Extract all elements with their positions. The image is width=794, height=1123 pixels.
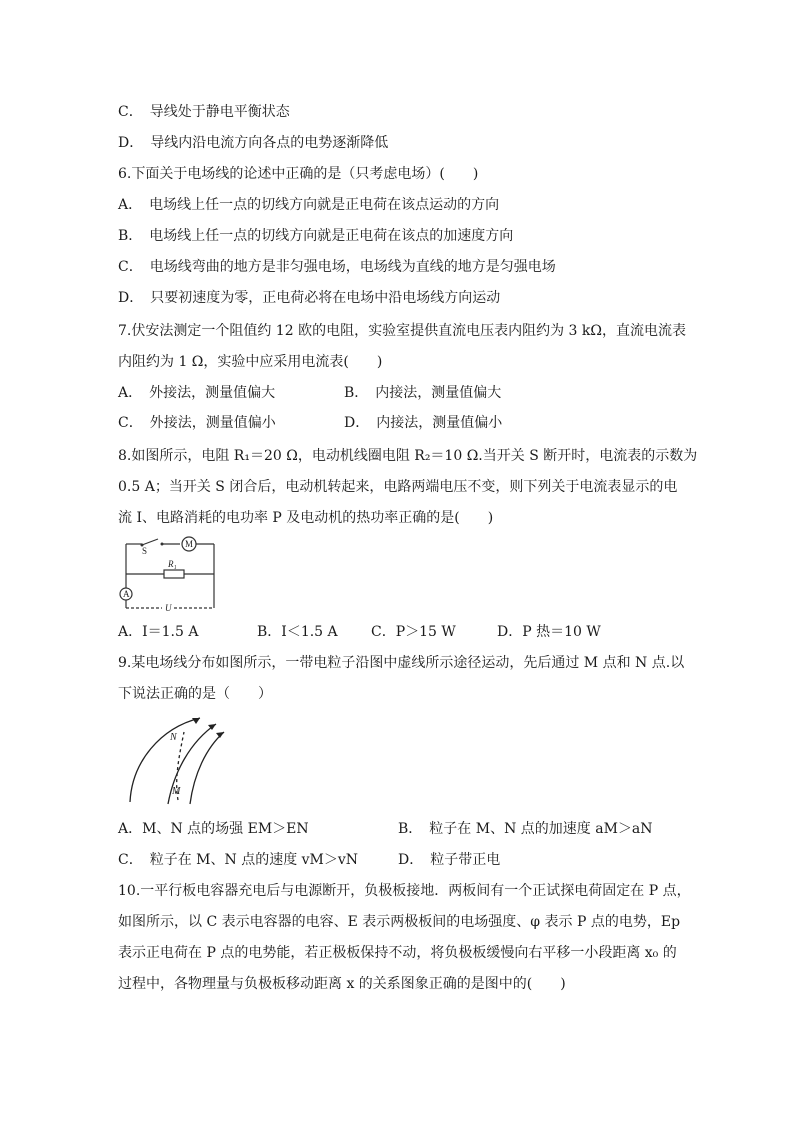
switch-label: S [142,546,148,556]
field-line-left [130,718,200,802]
q6-option-d: D． 只要初速度为零，正电荷必将在电场中沿电场线方向运动 [118,290,501,306]
q10-stem-line2: 如图所示，以 C 表示电容器的电容、E 表示两极板间的电场强度、φ 表示 P 点的电势，Ep [118,914,681,930]
q6-option-c: C． 电场线弯曲的地方是非匀强电场，电场线为直线的地方是匀强电场 [118,259,556,275]
q8-stem-line3: 流 I、电路消耗的电功率 P 及电动机的热功率正确的是( ) [118,510,494,526]
q6-option-a: A． 电场线上任一点的切线方向就是正电荷在该点运动的方向 [118,197,500,213]
q7-option-d: D． 内接法，测量值偏小 [344,415,503,431]
q7-stem-line1: 7.伏安法测定一个阻值约 12 欧的电阻，实验室提供直流电压表内阻约为 3 kΩ，直流电流表 [118,323,686,339]
q6-stem: 6.下面关于电场线的论述中正确的是（只考虑电场）( ) [118,166,479,182]
q10-stem-line3: 表示正电荷在 P 点的电势能，若正极板保持不动，将负极板缓慢向右平移一小段距离 x₀ 的 [118,945,677,961]
q7-option-b: B． 内接法，测量值偏大 [344,385,502,401]
resistor-symbol [164,570,184,578]
q10-stem-line1: 10.一平行板电容器充电后与电源断开，负极板接地．两板间有一个正试探电荷固定在 P 点， [118,883,691,899]
q8-circuit-diagram [118,536,220,616]
q7-option-a: A． 外接法，测量值偏大 [118,385,276,401]
motor-label: M [185,539,194,549]
q8-option-c: C．P＞15 W [371,624,456,640]
q7-option-c: C． 外接法，测量值偏小 [118,415,276,431]
point-n-label: N [170,732,177,743]
arrow-head-left [192,718,200,724]
q6-option-b: B． 电场线上任一点的切线方向就是正电荷在该点的加速度方向 [118,228,514,244]
q8-stem-line1: 8.如图所示，电阻 R₁＝20 Ω，电动机线圈电阻 R₂＝10 Ω.当开关 S 断开时，电流表的示数为 [118,448,698,464]
q8-option-d: D．P 热＝10 W [497,624,601,640]
q8-option-a: A．I＝1.5 A [118,624,199,640]
q9-option-c: C． 粒子在 M、N 点的速度 vM＞vN [118,852,359,868]
q9-option-b: B． 粒子在 M、N 点的加速度 aM＞aN [398,821,653,837]
q8-stem-line2: 0.5 A；当开关 S 闭合后，电动机转起来，电路两端电压不变，则下列关于电流表显示的电 [118,479,678,495]
point-m-label: M [172,786,181,797]
q10-stem-line4: 过程中，各物理量与负极板移动距离 x 的关系图象正确的是图中的( ) [118,976,566,992]
q9-option-d: D． 粒子带正电 [398,852,501,868]
q8-option-b: B．I＜1.5 A [257,624,338,640]
q9-field-lines-diagram [120,712,230,808]
switch-blade [142,539,158,545]
q9-stem-line2: 下说法正确的是（ ） [118,686,272,702]
switch-contact-right [161,543,164,546]
resistor-label: R₁ [168,559,177,569]
arrow-head-right [216,732,224,738]
voltage-label: U [165,603,172,613]
q5-option-c: C． 导线处于静电平衡状态 [118,104,290,120]
q5-option-d: D． 导线内沿电流方向各点的电势逐渐降低 [118,135,389,151]
ammeter-label: A [123,589,130,599]
q9-option-a: A．M、N 点的场强 EM＞EN [118,821,309,837]
q9-stem-line1: 9.某电场线分布如图所示，一带电粒子沿图中虚线所示途径运动，先后通过 M 点和 N 点.以 [118,655,685,671]
q7-stem-line2: 内阻约为 1 Ω，实验中应采用电流表( ) [118,354,383,370]
